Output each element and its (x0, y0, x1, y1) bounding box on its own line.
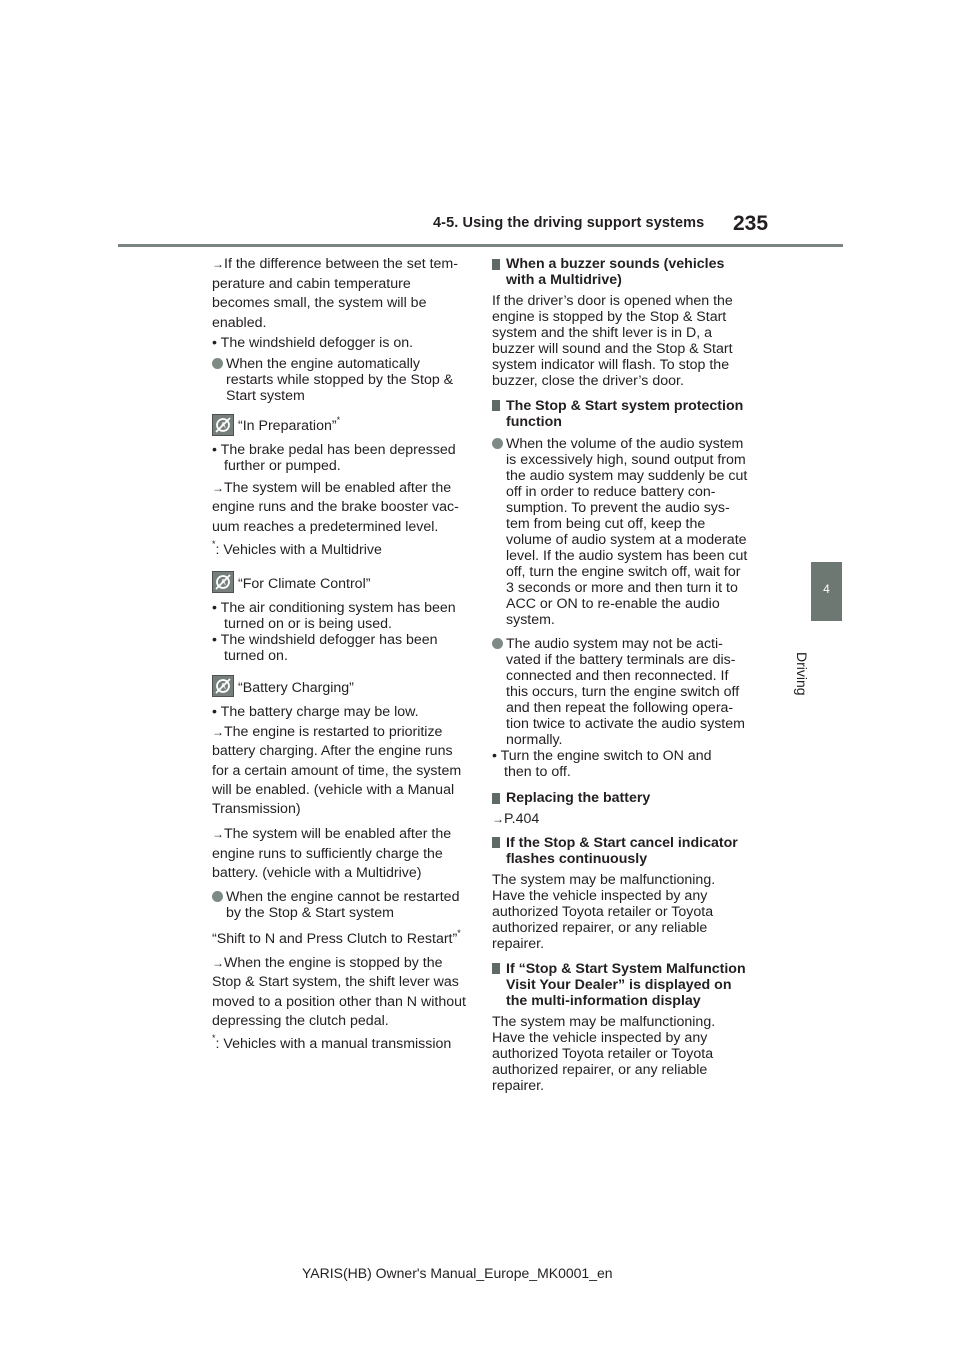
text-line: buzzer will sound and the Stop & Start (492, 341, 733, 357)
indicator-message: “For Climate Control” (238, 576, 371, 592)
text-line: turned on or is being used. (224, 616, 392, 632)
text-line: → The system will be enabled after the (212, 826, 451, 842)
section-heading: If “Stop & Start System Malfunction (506, 961, 746, 977)
chapter-number: 4 (823, 582, 830, 596)
text-line: moved to a position other than N without (212, 994, 466, 1010)
text-line: turned on. (224, 648, 288, 664)
svg-text:A: A (220, 421, 226, 430)
bullet-icon (492, 438, 503, 449)
text-line: authorized repairer, or any reliable (492, 1062, 708, 1078)
text-line: ACC or ON to re-enable the audio (506, 596, 720, 612)
text-line: by the Stop & Start system (226, 905, 394, 921)
bullet-icon (212, 358, 223, 369)
text-line: then to off. (504, 764, 571, 780)
text-line: system and the shift lever is in D, a (492, 325, 712, 341)
text-line: • The windshield defogger is on. (212, 335, 414, 351)
text-line: → The system will be enabled after the (212, 480, 451, 496)
svg-text:A: A (220, 682, 226, 691)
text-line: becomes small, the system will be (212, 295, 427, 311)
text-line: tem from being cut off, keep the (506, 516, 706, 532)
text-line: connected and then reconnected. If (506, 668, 729, 684)
text-line: → When the engine is stopped by the (212, 955, 442, 971)
text-line: engine runs and the brake booster vac- (212, 499, 459, 515)
stop-start-indicator-icon (212, 414, 234, 436)
section-heading: flashes continuously (506, 851, 648, 867)
heading-marker-icon (492, 793, 500, 804)
bullet-icon (212, 891, 223, 902)
text-line: Start system (226, 388, 305, 404)
text-line: • Turn the engine switch to ON and (492, 748, 712, 764)
text-line: repairer. (492, 936, 545, 952)
text-line: • The air conditioning system has been (212, 600, 456, 616)
svg-text:A: A (220, 578, 226, 587)
text-line: • The battery charge may be low. (212, 704, 419, 720)
indicator-message: “Shift to N and Press Clutch to Restart”* (212, 928, 461, 947)
text-line: perature and cabin temperature (212, 276, 411, 292)
text-line: further or pumped. (224, 458, 341, 474)
text-line: The system may be malfunctioning. (492, 1014, 716, 1030)
heading-marker-icon (492, 259, 500, 270)
section-heading: Replacing the battery (506, 790, 651, 806)
text-line: The system may be malfunctioning. (492, 872, 716, 888)
text-line: normally. (506, 732, 563, 748)
text-line: off, turn the engine switch off, wait for (506, 564, 741, 580)
section-heading: When a buzzer sounds (vehicles (506, 256, 725, 272)
text-line: engine runs to sufficiently charge the (212, 846, 443, 862)
section-heading: with a Multidrive) (506, 272, 622, 288)
heading-marker-icon (492, 963, 500, 974)
text-line: When the volume of the audio system (506, 436, 744, 452)
footnote: *: Vehicles with a Multidrive (212, 539, 382, 558)
heading-marker-icon (492, 400, 500, 411)
text-line: Have the vehicle inspected by any (492, 1030, 708, 1046)
text-line: • The brake pedal has been depressed (212, 442, 456, 458)
text-line: is excessively high, sound output from (506, 452, 746, 468)
stop-start-indicator-icon (212, 571, 234, 593)
text-line: this occurs, turn the engine switch off (506, 684, 740, 700)
text-line: level. If the audio system has been cut (506, 548, 748, 564)
page-reference-link[interactable]: → P.404 (492, 811, 539, 827)
text-line: authorized Toyota retailer or Toyota (492, 904, 714, 920)
text-line: 3 seconds or more and then turn it to (506, 580, 738, 596)
text-line: system. (506, 612, 555, 628)
text-line: The audio system may not be acti- (506, 636, 723, 652)
text-line: buzzer, close the driver’s door. (492, 373, 684, 389)
chapter-tab[interactable] (811, 562, 842, 621)
section-heading: Visit Your Dealer” is displayed on (506, 977, 732, 993)
text-line: engine is stopped by the Stop & Start (492, 309, 727, 325)
page-number: 235 (733, 212, 769, 235)
text-line: and then repeat the following opera- (506, 700, 734, 716)
text-line: off in order to reduce battery con- (506, 484, 716, 500)
section-heading: the multi-information display (506, 993, 701, 1009)
text-line: vated if the battery terminals are dis- (506, 652, 736, 668)
text-line: uum reaches a predetermined level. (212, 519, 439, 535)
text-line: tion twice to activate the audio system (506, 716, 745, 732)
text-line: restarts while stopped by the Stop & (226, 372, 454, 388)
text-line: Stop & Start system, the shift lever was (212, 974, 459, 990)
section-heading: The Stop & Start system protection (506, 398, 744, 414)
indicator-message: “In Preparation”* (238, 415, 341, 434)
text-line: When the engine automatically (226, 356, 421, 372)
text-line: enabled. (212, 315, 267, 331)
text-line: battery charging. After the engine runs (212, 743, 453, 759)
text-line: authorized Toyota retailer or Toyota (492, 1046, 714, 1062)
text-line: system indicator will flash. To stop the (492, 357, 730, 373)
text-line: repairer. (492, 1078, 545, 1094)
text-line: → The engine is restarted to prioritize (212, 724, 442, 740)
section-title: 4-5. Using the driving support systems (433, 215, 705, 231)
stop-start-indicator-icon (212, 675, 234, 697)
text-line: If the driver’s door is opened when the (492, 293, 733, 309)
text-line: sumption. To prevent the audio sys- (506, 500, 730, 516)
chapter-label-text: Driving (794, 652, 810, 696)
text-line: will be enabled. (vehicle with a Manual (212, 782, 455, 798)
text-line: depressing the clutch pedal. (212, 1013, 389, 1029)
bullet-icon (492, 638, 503, 649)
manual-footer: YARIS(HB) Owner's Manual_Europe_MK0001_en (302, 1265, 613, 1281)
text-line: for a certain amount of time, the system (212, 763, 462, 779)
footnote: *: Vehicles with a manual transmission (212, 1033, 452, 1052)
header-rule (118, 244, 843, 247)
text-line: → If the difference between the set tem- (212, 256, 458, 272)
text-line: When the engine cannot be restarted (226, 889, 460, 905)
text-line: the audio system may suddenly be cut (506, 468, 748, 484)
text-line: battery. (vehicle with a Multidrive) (212, 865, 422, 881)
text-line: • The windshield defogger has been (212, 632, 438, 648)
heading-marker-icon (492, 837, 500, 848)
section-heading: If the Stop & Start cancel indicator (506, 835, 738, 851)
text-line: volume of audio system at a moderate (506, 532, 747, 548)
indicator-message: “Battery Charging” (238, 680, 354, 696)
text-line: Have the vehicle inspected by any (492, 888, 708, 904)
section-heading: function (506, 414, 562, 430)
text-line: authorized repairer, or any reliable (492, 920, 708, 936)
text-line: Transmission) (212, 801, 301, 817)
